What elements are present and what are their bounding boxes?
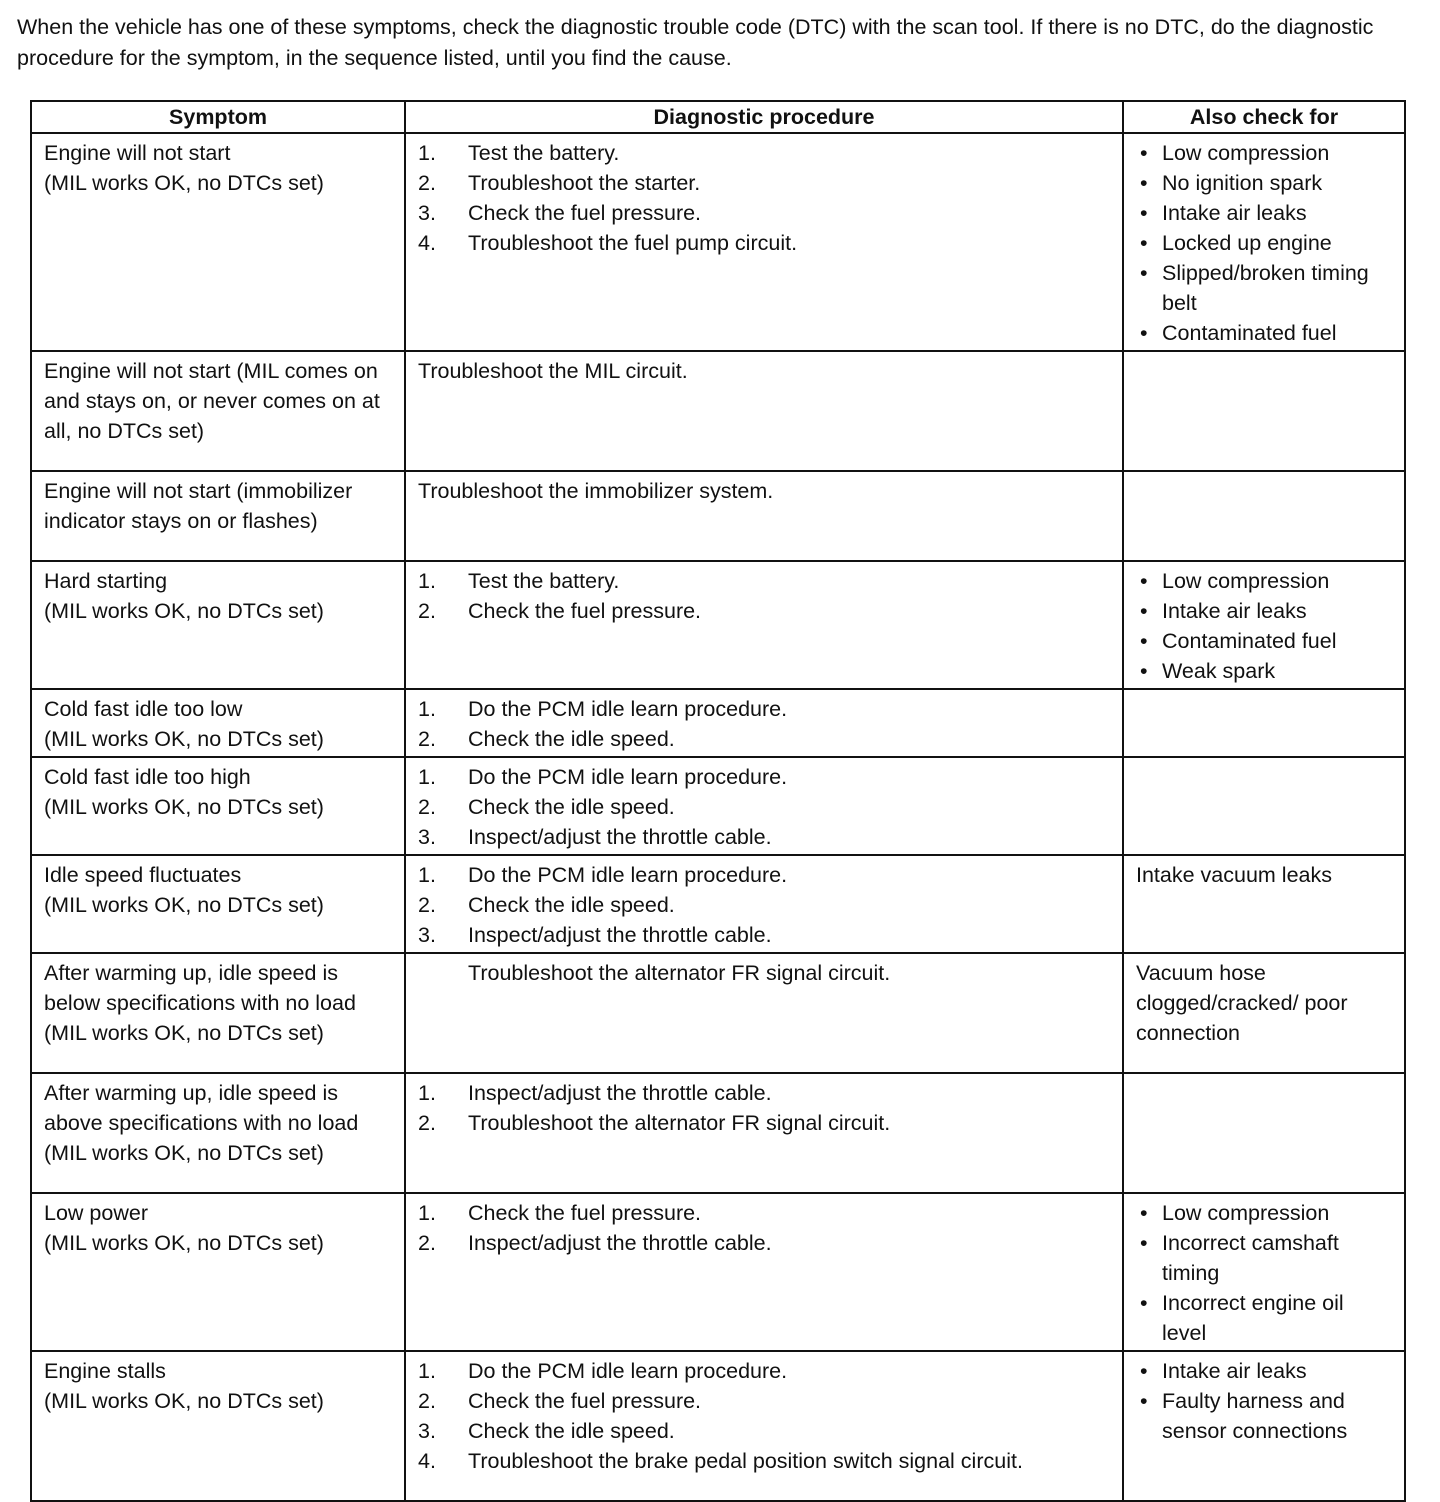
- bullet-icon: •: [1140, 171, 1148, 195]
- bullet-icon: •: [1140, 231, 1148, 255]
- also-check-cell: [1123, 561, 1405, 689]
- also-check-item: [1136, 258, 1392, 318]
- procedure-steps: [418, 694, 1110, 754]
- step-text: Troubleshoot the fuel pump circuit.: [468, 231, 798, 255]
- procedure-cell: [405, 1193, 1123, 1351]
- procedure-step: [418, 890, 1110, 920]
- also-check-text: Locked up engine: [1162, 231, 1332, 255]
- procedure-steps: [418, 138, 1110, 258]
- step-number: 2.: [418, 727, 436, 751]
- also-check-cell: [1123, 855, 1405, 953]
- step-number: 4.: [418, 231, 436, 255]
- step-text: Troubleshoot the brake pedal position switch signal circuit.: [468, 1449, 1023, 1473]
- symptom-text: Idle speed fluctuates: [44, 863, 242, 887]
- bullet-icon: •: [1140, 659, 1148, 683]
- also-check-item: [1136, 626, 1392, 656]
- also-check-item: [1136, 138, 1392, 168]
- step-text: Check the fuel pressure.: [468, 599, 702, 623]
- procedure-step: [418, 168, 1110, 198]
- procedure-step: [418, 1228, 1110, 1258]
- symptom-cell: [31, 1193, 405, 1351]
- header-symptom: Symptom: [31, 101, 405, 133]
- symptom-text: After warming up, idle speed is above specifications with no load: [44, 1081, 359, 1135]
- symptom-text: Engine will not start (MIL comes on and stays on, or never comes on at all, no DTCs set): [44, 359, 380, 443]
- procedure-cell: [405, 471, 1123, 561]
- step-number: 2.: [418, 171, 436, 195]
- table-row: [31, 757, 1405, 855]
- also-check-text: Slipped/broken timing belt: [1162, 261, 1369, 315]
- also-check-item: [1136, 1228, 1392, 1288]
- bullet-icon: •: [1140, 141, 1148, 165]
- also-check-text: Contaminated fuel: [1162, 321, 1337, 345]
- bullet-icon: •: [1140, 201, 1148, 225]
- procedure-steps: [418, 860, 1110, 950]
- also-check-text: Intake air leaks: [1162, 201, 1307, 225]
- step-text: Test the battery.: [468, 141, 620, 165]
- also-check-text: Contaminated fuel: [1162, 629, 1337, 653]
- procedure-step: [418, 566, 1110, 596]
- also-check-text: Low compression: [1162, 569, 1330, 593]
- also-check-list: [1136, 138, 1392, 348]
- procedure-text: Troubleshoot the immobilizer system.: [418, 479, 774, 503]
- procedure-step: [418, 198, 1110, 228]
- bullet-icon: •: [1140, 1389, 1148, 1413]
- step-number: 1.: [418, 1201, 436, 1225]
- symptom-text: Cold fast idle too high: [44, 765, 251, 789]
- procedure-cell: [405, 351, 1123, 471]
- symptom-cell: [31, 1073, 405, 1193]
- also-check-text: No ignition spark: [1162, 171, 1323, 195]
- table-row: [31, 1351, 1405, 1501]
- procedure-steps: [418, 1356, 1110, 1476]
- step-number: 1.: [418, 1359, 436, 1383]
- procedure-cell: [405, 561, 1123, 689]
- table-body: [31, 133, 1405, 1501]
- procedure-steps: [418, 762, 1110, 852]
- symptom-cell: [31, 561, 405, 689]
- bullet-icon: •: [1140, 1201, 1148, 1225]
- step-number: 1.: [418, 765, 436, 789]
- step-number: 1.: [418, 863, 436, 887]
- also-check-cell: [1123, 351, 1405, 471]
- procedure-step: [418, 1078, 1110, 1108]
- step-number: 1.: [418, 697, 436, 721]
- table-row: [31, 471, 1405, 561]
- symptom-text: (MIL works OK, no DTCs set): [44, 1021, 324, 1045]
- step-number: 3.: [418, 825, 436, 849]
- table-row: [31, 855, 1405, 953]
- also-check-cell: [1123, 1351, 1405, 1501]
- procedure-cell: [405, 689, 1123, 757]
- step-number: 2.: [418, 599, 436, 623]
- also-check-list: [1136, 1198, 1392, 1348]
- symptom-cell: [31, 953, 405, 1073]
- procedure-step: [418, 228, 1110, 258]
- procedure-steps: [418, 566, 1110, 626]
- table-row: [31, 133, 1405, 351]
- step-number: 2.: [418, 1231, 436, 1255]
- symptom-text: After warming up, idle speed is below specifications with no load: [44, 961, 356, 1015]
- table-row: [31, 561, 1405, 689]
- table-row: [31, 351, 1405, 471]
- also-check-item: [1136, 168, 1392, 198]
- procedure-step: [418, 762, 1110, 792]
- bullet-icon: •: [1140, 1231, 1148, 1255]
- step-text: Check the fuel pressure.: [468, 1389, 702, 1413]
- also-check-cell: [1123, 471, 1405, 561]
- step-number: 2.: [418, 893, 436, 917]
- step-text: Check the fuel pressure.: [468, 1201, 702, 1225]
- table-row: [31, 1073, 1405, 1193]
- bullet-icon: •: [1140, 1291, 1148, 1315]
- also-check-cell: [1123, 133, 1405, 351]
- also-check-item: [1136, 1288, 1392, 1348]
- symptom-text: Cold fast idle too low: [44, 697, 243, 721]
- also-check-text: Vacuum hose clogged/cracked/ poor connection: [1136, 961, 1348, 1045]
- symptom-cell: [31, 351, 405, 471]
- step-number: 2.: [418, 1389, 436, 1413]
- step-number: 2.: [418, 795, 436, 819]
- step-text: Do the PCM idle learn procedure.: [468, 697, 788, 721]
- also-check-text: Intake air leaks: [1162, 1359, 1307, 1383]
- step-text: Check the idle speed.: [468, 795, 675, 819]
- procedure-cell: [405, 133, 1123, 351]
- table-header-row: [31, 101, 1405, 133]
- procedure-step: [418, 822, 1110, 852]
- procedure-text: Troubleshoot the alternator FR signal circuit.: [468, 961, 891, 985]
- symptom-cell: [31, 471, 405, 561]
- procedure-step: [418, 792, 1110, 822]
- also-check-item: [1136, 1386, 1392, 1446]
- symptom-text: (MIL works OK, no DTCs set): [44, 1389, 324, 1413]
- bullet-icon: •: [1140, 569, 1148, 593]
- step-text: Troubleshoot the starter.: [468, 171, 701, 195]
- also-check-text: Intake vacuum leaks: [1136, 863, 1332, 887]
- also-check-item: [1136, 228, 1392, 258]
- procedure-step: [418, 860, 1110, 890]
- symptom-cell: [31, 855, 405, 953]
- also-check-item: [1136, 198, 1392, 228]
- symptom-text: Engine will not start: [44, 141, 231, 165]
- table-row: [31, 953, 1405, 1073]
- step-text: Inspect/adjust the throttle cable.: [468, 825, 772, 849]
- also-check-text: Low compression: [1162, 141, 1330, 165]
- bullet-icon: •: [1140, 1359, 1148, 1383]
- step-number: 3.: [418, 1419, 436, 1443]
- procedure-step: [418, 724, 1110, 754]
- step-number: 1.: [418, 141, 436, 165]
- also-check-text: Faulty harness and sensor connections: [1162, 1389, 1348, 1443]
- also-check-text: Incorrect camshaft timing: [1162, 1231, 1339, 1285]
- symptom-troubleshooting-table: [30, 100, 1406, 1502]
- also-check-item: [1136, 318, 1392, 348]
- procedure-text: Troubleshoot the MIL circuit.: [418, 359, 688, 383]
- symptom-text: (MIL works OK, no DTCs set): [44, 795, 324, 819]
- step-text: Check the idle speed.: [468, 727, 675, 751]
- header-diagnostic-procedure: Diagnostic procedure: [405, 101, 1123, 133]
- procedure-step: [418, 920, 1110, 950]
- step-number: 3.: [418, 201, 436, 225]
- step-number: 1.: [418, 1081, 436, 1105]
- procedure-cell: [405, 1073, 1123, 1193]
- procedure-step: [418, 1356, 1110, 1386]
- symptom-text: Low power: [44, 1201, 148, 1225]
- step-number: 4.: [418, 1449, 436, 1473]
- procedure-step: [418, 1108, 1110, 1138]
- symptom-text: Engine will not start (immobilizer indicator stays on or flashes): [44, 479, 353, 533]
- intro-paragraph: When the vehicle has one of these symptoms, check the diagnostic trouble code (DTC) with the scan tool. If there is no DTC, do the diagnostic procedure for the symptom, in the sequence listed, until you find the cause.: [17, 15, 1374, 70]
- step-text: Test the battery.: [468, 569, 620, 593]
- bullet-icon: •: [1140, 629, 1148, 653]
- step-text: Inspect/adjust the throttle cable.: [468, 1231, 772, 1255]
- also-check-cell: [1123, 953, 1405, 1073]
- step-text: Check the idle speed.: [468, 893, 675, 917]
- procedure-cell: [405, 1351, 1123, 1501]
- symptom-text: (MIL works OK, no DTCs set): [44, 171, 324, 195]
- also-check-cell: [1123, 1073, 1405, 1193]
- procedure-step: [418, 138, 1110, 168]
- also-check-list: [1136, 566, 1392, 686]
- also-check-item: [1136, 1198, 1392, 1228]
- procedure-steps: [418, 1198, 1110, 1258]
- symptom-text: (MIL works OK, no DTCs set): [44, 1231, 324, 1255]
- procedure-cell: [405, 953, 1123, 1073]
- symptom-cell: [31, 689, 405, 757]
- step-text: Inspect/adjust the throttle cable.: [468, 1081, 772, 1105]
- symptom-cell: [31, 1351, 405, 1501]
- symptom-text: (MIL works OK, no DTCs set): [44, 893, 324, 917]
- procedure-step: [418, 1416, 1110, 1446]
- step-text: Check the idle speed.: [468, 1419, 675, 1443]
- symptom-text: Engine stalls: [44, 1359, 166, 1383]
- also-check-text: Intake air leaks: [1162, 599, 1307, 623]
- step-text: Do the PCM idle learn procedure.: [468, 765, 788, 789]
- bullet-icon: •: [1140, 599, 1148, 623]
- also-check-item: [1136, 656, 1392, 686]
- procedure-step: [418, 1446, 1110, 1476]
- table-row: [31, 689, 1405, 757]
- step-text: Do the PCM idle learn procedure.: [468, 863, 788, 887]
- procedure-step: [418, 596, 1110, 626]
- also-check-item: [1136, 1356, 1392, 1386]
- bullet-icon: •: [1140, 321, 1148, 345]
- procedure-steps: [418, 1078, 1110, 1138]
- step-number: 2.: [418, 1111, 436, 1135]
- also-check-text: Low compression: [1162, 1201, 1330, 1225]
- procedure-cell: [405, 757, 1123, 855]
- procedure-step: [418, 694, 1110, 724]
- also-check-item: [1136, 596, 1392, 626]
- also-check-list: [1136, 1356, 1392, 1446]
- procedure-cell: [405, 855, 1123, 953]
- also-check-item: [1136, 566, 1392, 596]
- symptom-text: (MIL works OK, no DTCs set): [44, 599, 324, 623]
- also-check-text: Incorrect engine oil level: [1162, 1291, 1344, 1345]
- symptom-text: Hard starting: [44, 569, 168, 593]
- also-check-text: Weak spark: [1162, 659, 1276, 683]
- header-also-check-for: Also check for: [1123, 101, 1405, 133]
- table-row: [31, 1193, 1405, 1351]
- also-check-cell: [1123, 1193, 1405, 1351]
- step-text: Inspect/adjust the throttle cable.: [468, 923, 772, 947]
- also-check-cell: [1123, 757, 1405, 855]
- also-check-cell: [1123, 689, 1405, 757]
- step-number: 3.: [418, 923, 436, 947]
- symptom-cell: [31, 133, 405, 351]
- step-text: Troubleshoot the alternator FR signal circuit.: [468, 1111, 891, 1135]
- symptom-text: (MIL works OK, no DTCs set): [44, 727, 324, 751]
- symptom-text: (MIL works OK, no DTCs set): [44, 1141, 324, 1165]
- bullet-icon: •: [1140, 261, 1148, 285]
- procedure-step: [418, 1386, 1110, 1416]
- step-number: 1.: [418, 569, 436, 593]
- step-text: Check the fuel pressure.: [468, 201, 702, 225]
- procedure-step: [418, 1198, 1110, 1228]
- symptom-cell: [31, 757, 405, 855]
- step-text: Do the PCM idle learn procedure.: [468, 1359, 788, 1383]
